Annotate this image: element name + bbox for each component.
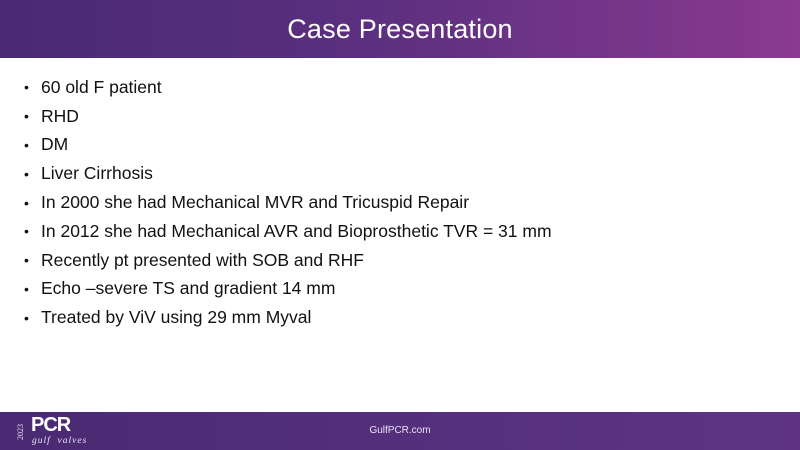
slide-title: Case Presentation (287, 13, 513, 44)
bullet-list (24, 73, 552, 332)
bullet-icon: • (24, 108, 29, 125)
bullet-icon: • (24, 194, 29, 211)
bullet-icon: • (24, 79, 29, 96)
bullet-icon: • (24, 165, 29, 182)
logo-year: 2023 (16, 424, 25, 440)
list-item (24, 217, 552, 246)
bullet-text: In 2012 she had Mechanical AVR and Bioprosthetic TVR = 31 mm (41, 220, 552, 241)
list-item (24, 131, 552, 160)
bullet-icon: • (24, 252, 29, 269)
bullet-icon: • (24, 280, 29, 297)
bullet-text: Liver Cirrhosis (41, 163, 153, 184)
bullet-text: RHD (41, 105, 79, 126)
bullet-icon: • (24, 309, 29, 326)
title-bar (0, 0, 800, 58)
list-item (24, 102, 552, 131)
bullet-text: Treated by ViV using 29 mm Myval (41, 307, 312, 328)
list-item (24, 246, 552, 275)
gulfpcr-logo (16, 415, 106, 448)
bullet-text: 60 old F patient (41, 76, 162, 97)
bullet-text: DM (41, 134, 69, 155)
footer-website: GulfPCR.com (369, 425, 431, 436)
bullet-text: In 2000 she had Mechanical MVR and Tricuspid Repair (41, 192, 470, 213)
list-item (24, 303, 552, 332)
footer-bar (0, 412, 800, 450)
bullet-text: Echo –severe TS and gradient 14 mm (41, 278, 336, 299)
list-item (24, 73, 552, 102)
logo-subtitle: gulf valves (32, 436, 88, 446)
bullet-icon: • (24, 136, 29, 153)
list-item (24, 275, 552, 304)
bullet-text: Recently pt presented with SOB and RHF (41, 249, 364, 270)
logo-pcr-wordmark: PCR (31, 414, 71, 436)
list-item (24, 159, 552, 188)
list-item (24, 188, 552, 217)
bullet-icon: • (24, 223, 29, 240)
